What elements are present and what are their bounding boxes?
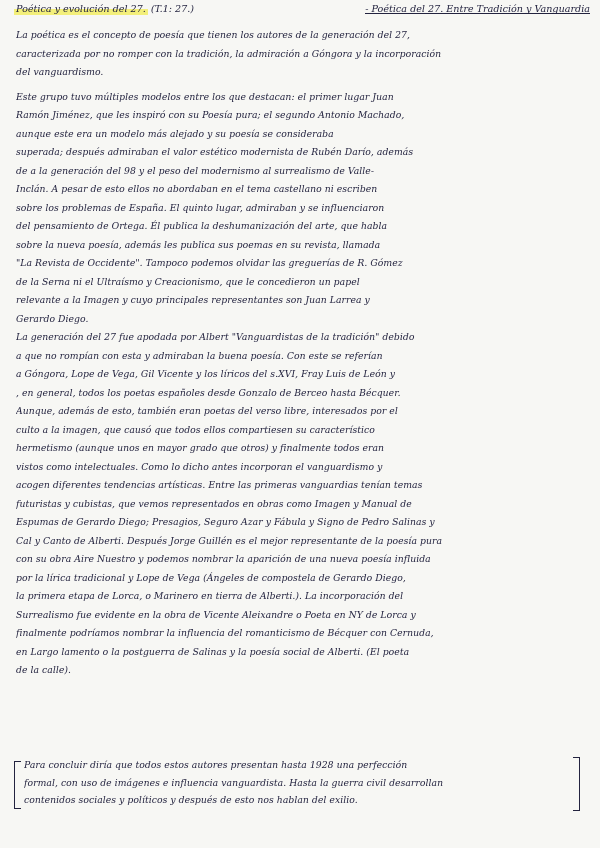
notes-body: [16, 27, 586, 681]
body-line: Ramón Jiménez, que les inspiró con su Poesía pura; el segundo Antonio Machado,: [16, 110, 405, 121]
header-title-topic: (T.1: 27.): [147, 4, 195, 15]
body-line: Gerardo Diego.: [16, 313, 89, 325]
body-line: Inclán. A pesar de esto ellos no abordaban en el tema castellano ni escriben: [16, 184, 378, 195]
body-line: sobre los problemas de España. El quinto lugar, admiraban y se influenciaron: [16, 202, 385, 214]
conclusion-box: [14, 757, 580, 813]
body-line: La generación del 27 fue apodada por Albert "Vanguardistas de la tradición" debido: [16, 332, 415, 343]
body-line: Cal y Canto de Alberti. Después Jorge Guillén es el mejor representante de la poesía pura: [16, 535, 443, 547]
body-line: a Góngora, Lope de Vega, Gil Vicente y los líricos del s.XVI, Fray Luis de León y: [16, 369, 396, 380]
right-bracket: [573, 757, 580, 811]
body-line: caracterizada por no romper con la tradición, la admiración a Góngora y la incorporación: [16, 48, 442, 60]
body-line: Surrealismo fue evidente en la obra de Vicente Aleixandre o Poeta en NY de Lorca y: [16, 609, 416, 621]
body-line: futuristas y cubistas, que vemos representados en obras como Imagen y Manual de: [16, 498, 412, 510]
body-line: en Largo lamento o la postguerra de Salinas y la poesía social de Alberti. (El poeta: [16, 646, 410, 658]
body-line: la primera etapa de Lorca, o Marinero en tierra de Alberti.). La incorporación del: [16, 591, 404, 602]
body-line: , en general, todos los poetas españoles desde Gonzalo de Berceo hasta Bécquer.: [16, 387, 401, 399]
body-line: culto a la imagen, que causó que todos ellos compartiesen su característico: [16, 424, 375, 436]
conclusion-line: formal, con uso de imágenes e influencia vanguardista. Hasta la guerra civil desarrollan: [24, 777, 444, 789]
conclusion-line: contenidos sociales y políticos y después de esto nos hablan del exilio.: [24, 795, 358, 806]
conclusion-line: Para concluir diría que todos estos autores presentan hasta 1928 una perfección: [24, 760, 408, 771]
body-line: con su obra Aire Nuestro y podemos nombrar la aparición de una nueva poesía influida: [16, 554, 431, 565]
body-line: relevante a la Imagen y cuyo principales representantes son Juan Larrea y: [16, 295, 370, 306]
body-line: vistos como intelectuales. Como lo dicho antes incorporan el vanguardismo y: [16, 461, 383, 473]
body-line: de la Serna ni el Ultraísmo y Creacionismo, que le concedieron un papel: [16, 276, 360, 288]
header-subtitle: - Poética del 27. Entre Tradición y Vanguardia: [365, 4, 590, 15]
body-line: La poética es el concepto de poesía que tienen los autores de la generación del 27,: [16, 30, 410, 41]
body-line: Este grupo tuvo múltiples modelos entre los que destacan: el primer lugar Juan: [16, 91, 394, 103]
body-line: Aunque, además de esto, también eran poetas del verso libre, interesados por el: [16, 406, 398, 417]
header-title: [14, 4, 194, 15]
left-bracket: [14, 761, 21, 809]
body-line: por la lírica tradicional y Lope de Vega (Ángeles de compostela de Gerardo Diego,: [16, 572, 406, 584]
body-line: finalmente podríamos nombrar la influencia del romanticismo de Bécquer con Cernuda,: [16, 628, 434, 639]
conclusion-text: [24, 757, 572, 810]
body-line: "La Revista de Occidente". Tampoco podemos olvidar las greguerías de R. Gómez: [16, 258, 403, 269]
body-line: de a la generación del 98 y el peso del modernismo al surrealismo de Valle-: [16, 165, 375, 177]
body-line: del pensamiento de Ortega. Él publica la deshumanización del arte, que habla: [16, 221, 388, 232]
body-line: hermetismo (aunque unos en mayor grado que otros) y finalmente todos eran: [16, 443, 385, 454]
body-line: superada; después admiraban el valor estético modernista de Rubén Darío, además: [16, 147, 414, 158]
body-line: a que no rompían con esta y admiraban la buena poesía. Con este se referían: [16, 350, 383, 362]
page-header: [14, 4, 590, 22]
body-line: sobre la nueva poesía, además les publica sus poemas en su revista, llamada: [16, 239, 381, 251]
body-line: aunque este era un modelo más alejado y su poesía se consideraba: [16, 128, 334, 140]
body-line: acogen diferentes tendencias artísticas. Entre las primeras vanguardias tenían temas: [16, 480, 423, 491]
header-title-highlight: Poética y evolución del 27.: [16, 4, 146, 15]
body-line: Espumas de Gerardo Diego; Presagios, Seguro Azar y Fábula y Signo de Pedro Salinas y: [16, 517, 435, 528]
body-line: de la calle).: [16, 665, 72, 676]
body-line: del vanguardismo.: [16, 67, 104, 78]
